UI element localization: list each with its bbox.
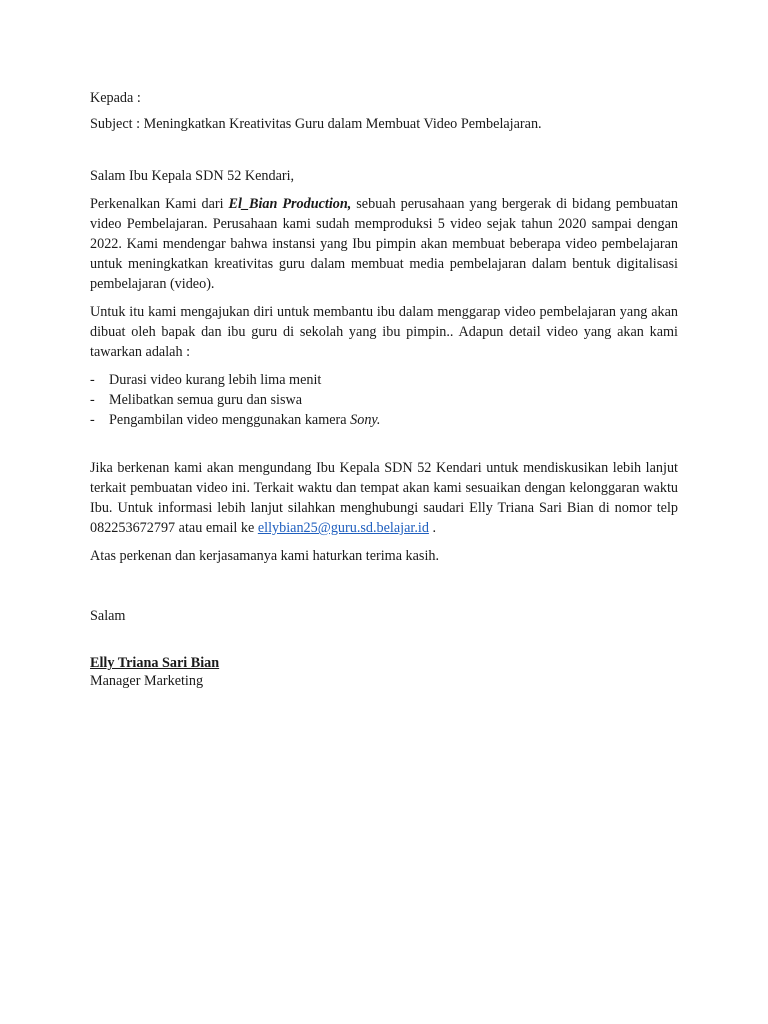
closing-line: Salam	[90, 608, 126, 624]
list-item	[90, 410, 678, 430]
signature-title: Manager Marketing	[90, 673, 204, 689]
list-bullet: -	[90, 372, 95, 388]
invitation-text: Jika berkenan kami akan mengundang Ibu Kepala SDN 52 Kendari untuk mendiskusikan lebih lanjut terkait pembuatan video ini. Terkait waktu dan tempat akan kami sesuaikan dengan kelonggaran waktu Ibu. Untuk informasi lebih lanjut silahkan menghubungi saudari Elly Triana Sari Bian di nomor telp 082253672797 atau email ke	[90, 460, 678, 536]
list-item-text: Melibatkan semua guru dan siswa	[109, 392, 303, 408]
intro-lead-text: Perkenalkan Kami dari	[90, 196, 229, 212]
company-name: El_Bian Production,	[228, 196, 352, 212]
invitation-end: .	[428, 520, 437, 536]
video-details-list	[90, 370, 678, 430]
signature-name: Elly Triana Sari Bian	[90, 655, 220, 671]
list-item-text: Pengambilan video menggunakan kamera	[109, 412, 351, 428]
offer-paragraph: Untuk itu kami mengajukan diri untuk membantu ibu dalam menggarap video pembelajaran yang akan dibuat oleh bapak dan ibu guru di sekolah yang ibu pimpin.. Adapun detail video yang akan kami tawarkan adalah :	[90, 304, 678, 360]
thanks-line: Atas perkenan dan kerjasamanya kami haturkan terima kasih.	[90, 548, 440, 564]
letter-page	[90, 88, 678, 690]
list-item	[90, 390, 678, 410]
camera-brand: Sony.	[350, 412, 381, 428]
list-bullet: -	[90, 392, 95, 408]
email-link[interactable]: ellybian25@guru.sd.belajar.id	[257, 520, 429, 536]
intro-body-text: sebuah perusahaan yang bergerak di bidang pembuatan video Pembelajaran. Perusahaan kami sudah memproduksi 5 video sejak tahun 2020 sampai dengan 2022. Kami mendengar bahwa instansi yang Ibu pimpin akan membuat beberapa video pembelajaran untuk meningkatkan kreativitas guru dalam membuat media pembelajaran dalam bentuk digitalisasi pembelajaran (video).	[90, 196, 678, 292]
invitation-paragraph	[90, 458, 678, 538]
recipient-line: Kepada :	[90, 90, 141, 106]
list-bullet: -	[90, 412, 95, 428]
intro-paragraph	[90, 194, 678, 294]
subject-line: Subject : Meningkatkan Kreativitas Guru dalam Membuat Video Pembelajaran.	[90, 116, 542, 132]
list-item	[90, 370, 678, 390]
list-item-text: Durasi video kurang lebih lima menit	[109, 372, 322, 388]
salutation: Salam Ibu Kepala SDN 52 Kendari,	[90, 168, 295, 184]
